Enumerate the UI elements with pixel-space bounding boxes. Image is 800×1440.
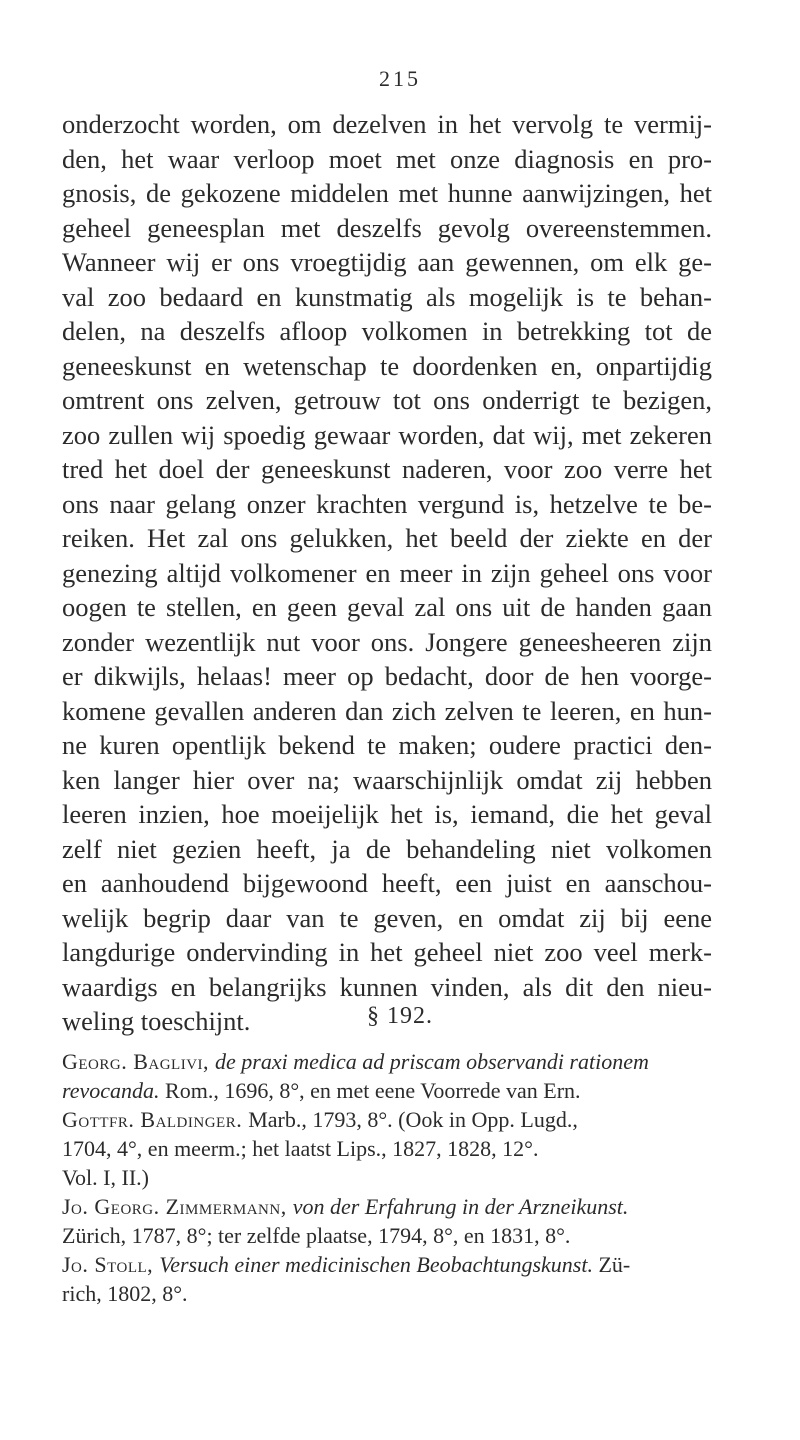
text-line: zelf niet gezien heeft, ja de behandeling niet volkomen	[62, 833, 712, 864]
reference-title: de praxi medica ad priscam observandi rationem	[215, 1049, 649, 1074]
page-number: 215	[379, 66, 421, 91]
text-line: reiken. Het zal ons gelukken, het beeld der ziekte en der	[62, 523, 712, 553]
text-line: en aanhoudend bijgewoond heeft, een juist en aanschou-	[62, 868, 712, 898]
text-line: leeren inzien, hoe moeijelijk het is, iemand, die het geval	[62, 799, 712, 829]
reference-author: Gottfr. Baldinger.	[62, 1107, 249, 1132]
reference-details: Zürich, 1787, 8°; ter zelfde plaatse, 1794, 8°, en 1831, 8°.	[62, 1223, 571, 1248]
text-line: delen, na deszelfs afloop volkomen in betrekking tot de	[62, 316, 712, 346]
reference-line	[62, 1163, 710, 1192]
reference-title: von der Erfahrung in der Arzneikunst.	[292, 1194, 629, 1219]
reference-title: Versuch einer medicinischen Beobachtungskunst.	[159, 1252, 593, 1277]
bibliography-references	[62, 1047, 710, 1308]
text-line: onderzocht worden, om dezelven in het vervolg te vermij-	[62, 109, 712, 139]
reference-line	[62, 1250, 710, 1279]
text-line: gnosis, de gekozene middelen met hunne aanwijzingen, het	[62, 178, 712, 208]
reference-author: Jo. Georg. Zimmermann,	[62, 1194, 293, 1219]
reference-line	[62, 1105, 710, 1134]
text-line: ne kuren opentlijk bekend te maken; oudere practici den-	[62, 730, 712, 760]
reference-author: Jo. Stoll,	[62, 1252, 160, 1277]
text-line: genezing altijd volkomener en meer in zijn geheel ons voor	[62, 557, 712, 588]
text-line: welijk begrip daar van te geven, en omdat zij bij eene	[62, 902, 712, 933]
reference-line	[62, 1076, 710, 1105]
text-line: ons naar gelang onzer krachten vergund is, hetzelve te be-	[62, 488, 712, 519]
text-line: geheel geneesplan met deszelfs gevolg overeenstemmen.	[62, 212, 712, 243]
reference-line	[62, 1221, 710, 1250]
body-text	[62, 107, 712, 1039]
reference-line	[62, 1047, 710, 1076]
text-line: geneeskunst en wetenschap te doordenken en, onpartijdig	[62, 350, 712, 381]
text-line: weling toeschijnt.	[62, 1006, 251, 1036]
reference-line	[62, 1134, 710, 1163]
section-number: § 192.	[367, 1003, 433, 1029]
reference-line	[62, 1192, 710, 1221]
text-line: langdurige ondervinding in het geheel niet zoo veel merk-	[62, 937, 712, 967]
text-line: Wanneer wij er ons vroegtijdig aan gewennen, om elk ge-	[62, 247, 712, 277]
reference-details: 1704, 4°, en meerm.; het laatst Lips., 1827, 1828, 12°.	[62, 1136, 539, 1161]
reference-line	[62, 1279, 710, 1308]
text-line: komene gevallen anderen dan zich zelven te leeren, en hun-	[62, 695, 712, 726]
text-line: val zoo bedaard en kunstmatig als mogelijk is te behan-	[62, 281, 712, 312]
reference-details: Vol. I, II.)	[62, 1165, 149, 1190]
reference-details: Rom., 1696, 8°, en met eene Voorrede van Ern.	[159, 1078, 581, 1103]
text-line: zoo zullen wij spoedig gewaar worden, dat wij, met zekeren	[62, 419, 712, 450]
text-line: oogen te stellen, en geen geval zal ons uit de handen gaan	[62, 592, 712, 622]
text-line: waardigs en belangrijks kunnen vinden, als dit den nieu-	[62, 971, 712, 1002]
text-line: den, het waar verloop moet met onze diagnosis en pro-	[62, 143, 712, 174]
text-line: zonder wezentlijk nut voor ons. Jongere geneesheeren zijn	[62, 626, 712, 657]
text-line: tred het doel der geneeskunst naderen, voor zoo verre het	[62, 454, 712, 484]
reference-details: rich, 1802, 8°.	[62, 1281, 188, 1306]
reference-details: Zü-	[592, 1252, 631, 1277]
text-line: omtrent ons zelven, getrouw tot ons onderrigt te bezigen,	[62, 385, 712, 415]
text-line: er dikwijls, helaas! meer op bedacht, door de hen voorge-	[62, 661, 712, 691]
reference-details: Marb., 1793, 8°. (Ook in Opp. Lugd.,	[248, 1107, 578, 1132]
text-line: ken langer hier over na; waarschijnlijk omdat zij hebben	[62, 764, 712, 795]
reference-author: Georg. Baglivi,	[62, 1049, 216, 1074]
reference-title: revocanda.	[62, 1078, 160, 1103]
